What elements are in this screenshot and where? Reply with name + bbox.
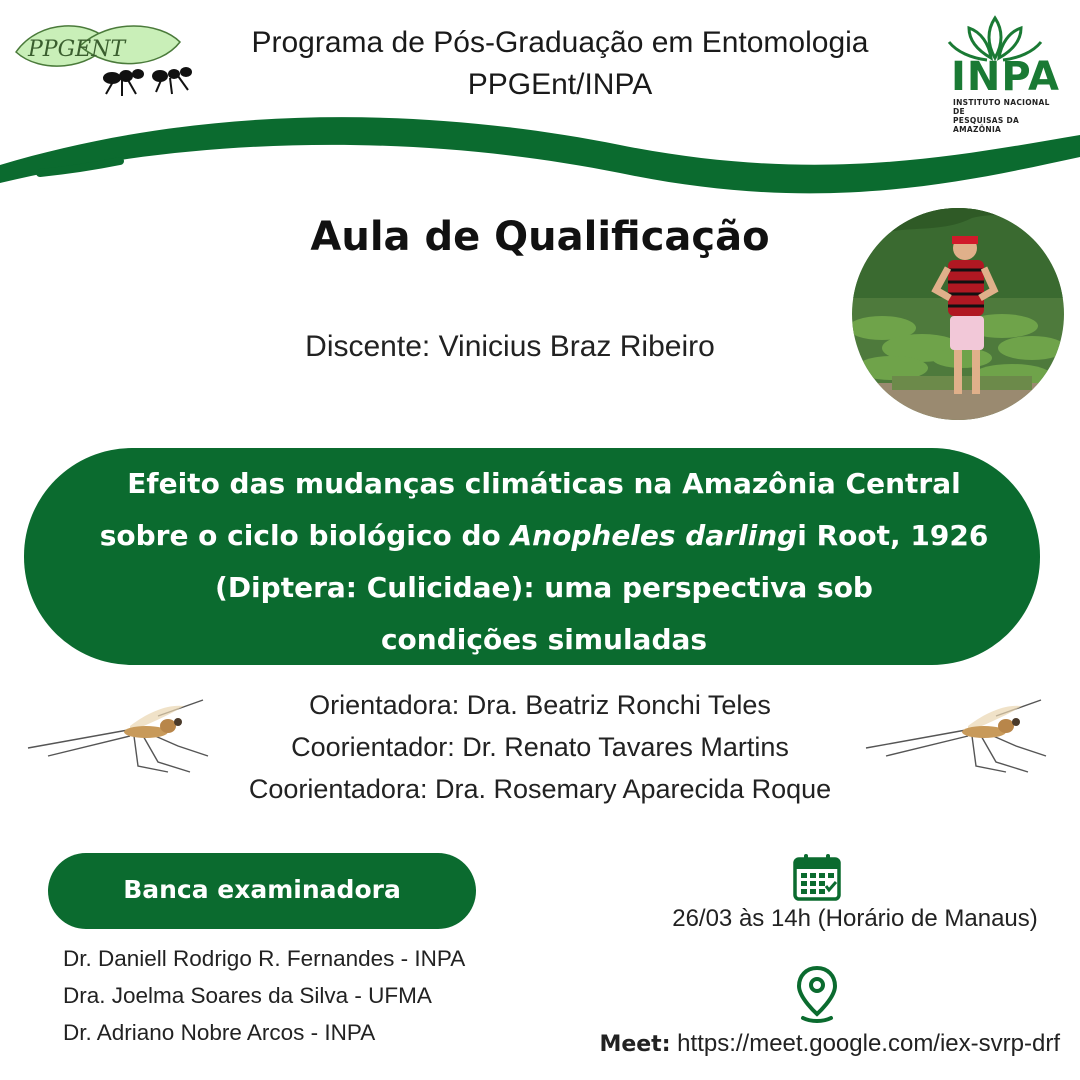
advisor-item: Coorientador: Dr. Renato Tavares Martins — [291, 732, 789, 762]
meet-label: Meet: — [599, 1032, 671, 1057]
program-name: Programa de Pós-Graduação em Entomologia — [251, 26, 869, 59]
location-pin-icon — [795, 964, 839, 1024]
banca-member: Dr. Adriano Nobre Arcos - INPA — [63, 1020, 376, 1045]
ppgent-logo — [10, 12, 200, 102]
inpa-subtitle: INSTITUTO NACIONAL DE PESQUISAS DA AMAZÔNIA — [953, 98, 1050, 134]
advisor-item: Orientadora: Dra. Beatriz Ronchi Teles — [309, 690, 771, 720]
banca-members-list — [63, 940, 543, 1051]
meet-line — [500, 1030, 1060, 1058]
inpa-wordmark: INPA — [951, 54, 1060, 100]
student-line — [200, 330, 820, 364]
logo-left-text: PPGENT — [28, 37, 126, 62]
event-date: 26/03 às 14h (Horário de Manaus) — [672, 905, 1038, 932]
student-photo — [852, 208, 1064, 420]
mosquito-icon — [18, 686, 218, 776]
banca-label: Banca examinadora — [123, 875, 401, 904]
banca-member: Dra. Joelma Soares da Silva - UFMA — [63, 983, 432, 1008]
banca-member: Dr. Daniell Rodrigo R. Fernandes - INPA — [63, 946, 466, 971]
header-wave-divider — [0, 95, 1080, 205]
thesis-title: Efeito das mudanças climáticas na Amazônia Central sobre o ciclo biológico do Anopheles darlingi Root, 1926 (Diptera: Culicidae): uma perspectiva sob condições simuladas — [99, 467, 989, 656]
page-title: Aula de Qualificação — [310, 214, 770, 260]
advisor-item: Coorientadora: Dra. Rosemary Aparecida Roque — [248, 774, 832, 804]
advisors-list — [190, 684, 890, 810]
meet-link[interactable]: https://meet.google.com/iex-svrp-drf — [677, 1030, 1060, 1057]
student-label: Discente: — [305, 330, 431, 363]
calendar-icon — [792, 852, 842, 902]
student-name: Vinicius Braz Ribeiro — [438, 330, 715, 363]
species-name: Anopheles darling — [510, 519, 798, 552]
program-acronym: PPGEnt/INPA — [467, 68, 653, 101]
header-title — [200, 22, 920, 106]
